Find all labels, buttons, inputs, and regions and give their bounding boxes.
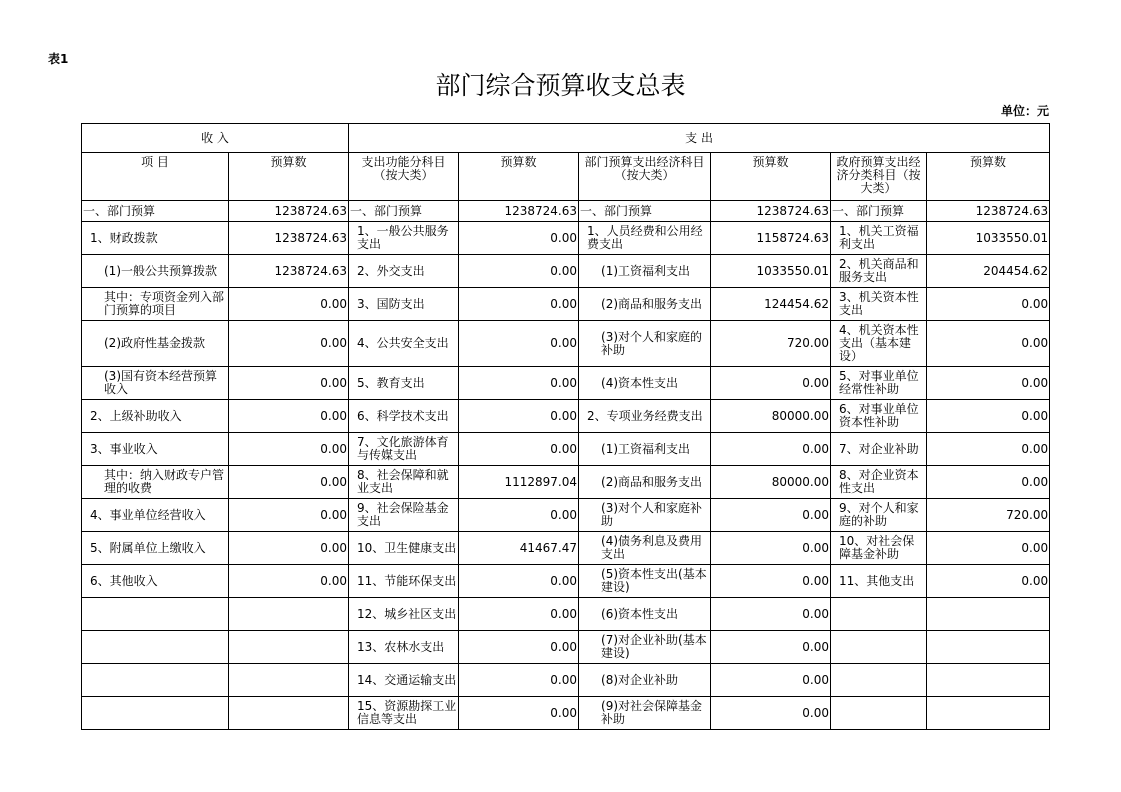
table-row [82, 433, 1050, 466]
function-amount-cell: 0.00 [459, 222, 579, 255]
economic-subject-cell: (3)对个人和家庭补助 [579, 499, 711, 532]
income-amount-cell: 0.00 [229, 499, 349, 532]
function-amount-cell: 41467.47 [459, 532, 579, 565]
gov-economic-subject-cell: 5、对事业单位经常性补助 [831, 367, 927, 400]
function-subject-cell: 一、部门预算 [349, 201, 459, 222]
income-item-cell: 一、部门预算 [82, 201, 229, 222]
table-row [82, 466, 1050, 499]
gov-economic-amount-cell: 204454.62 [927, 255, 1050, 288]
gov-economic-amount-cell: 0.00 [927, 400, 1050, 433]
income-amount-cell [229, 598, 349, 631]
gov-economic-subject-cell: 9、对个人和家庭的补助 [831, 499, 927, 532]
gov-economic-amount-cell [927, 664, 1050, 697]
function-subject-header: 支出功能分科目（按大类） [349, 153, 459, 201]
income-amount-cell: 1238724.63 [229, 255, 349, 288]
economic-amount-cell: 80000.00 [711, 466, 831, 499]
income-item-cell: 2、上级补助收入 [82, 400, 229, 433]
gov-economic-subject-cell: 2、机关商品和服务支出 [831, 255, 927, 288]
economic-amount-cell: 0.00 [711, 565, 831, 598]
economic-amount-cell: 1033550.01 [711, 255, 831, 288]
economic-subject-cell: (2)商品和服务支出 [579, 288, 711, 321]
income-amount-cell: 1238724.63 [229, 201, 349, 222]
economic-subject-cell: 2、专项业务经费支出 [579, 400, 711, 433]
income-amount-cell: 0.00 [229, 288, 349, 321]
income-amount-cell [229, 664, 349, 697]
function-subject-cell: 9、社会保险基金支出 [349, 499, 459, 532]
income-item-cell: 其中：纳入财政专户管理的收费 [82, 466, 229, 499]
function-amount-cell: 0.00 [459, 598, 579, 631]
economic-amount-cell: 0.00 [711, 631, 831, 664]
function-amount-cell: 0.00 [459, 565, 579, 598]
function-subject-cell: 1、一般公共服务支出 [349, 222, 459, 255]
function-amount-cell: 0.00 [459, 664, 579, 697]
table-row [82, 288, 1050, 321]
gov-economic-subject-cell [831, 631, 927, 664]
economic-subject-header: 部门预算支出经济科目（按大类） [579, 153, 711, 201]
income-item-cell: (2)政府性基金拨款 [82, 321, 229, 367]
function-subject-cell: 8、社会保障和就业支出 [349, 466, 459, 499]
gov-economic-subject-cell [831, 664, 927, 697]
income-amount-cell [229, 697, 349, 730]
gov-economic-amount-cell: 0.00 [927, 565, 1050, 598]
economic-amount-cell: 80000.00 [711, 400, 831, 433]
function-subject-cell: 13、农林水支出 [349, 631, 459, 664]
function-amount-header: 预算数 [459, 153, 579, 201]
economic-amount-cell: 720.00 [711, 321, 831, 367]
income-amount-cell: 0.00 [229, 321, 349, 367]
income-item-cell: (3)国有资本经营预算收入 [82, 367, 229, 400]
income-group-header: 收 入 [82, 124, 349, 153]
gov-economic-amount-cell: 0.00 [927, 532, 1050, 565]
function-amount-cell: 0.00 [459, 499, 579, 532]
gov-economic-subject-cell: 10、对社会保障基金补助 [831, 532, 927, 565]
function-subject-cell: 4、公共安全支出 [349, 321, 459, 367]
gov-economic-amount-cell: 0.00 [927, 466, 1050, 499]
function-amount-cell: 0.00 [459, 433, 579, 466]
income-amount-cell: 0.00 [229, 532, 349, 565]
table-row [82, 664, 1050, 697]
income-amount-cell: 0.00 [229, 400, 349, 433]
gov-economic-subject-cell: 一、部门预算 [831, 201, 927, 222]
item-header: 项 目 [82, 153, 229, 201]
gov-economic-subject-cell: 4、机关资本性支出（基本建设） [831, 321, 927, 367]
table-row [82, 222, 1050, 255]
gov-economic-amount-cell: 0.00 [927, 288, 1050, 321]
income-amount-cell: 0.00 [229, 367, 349, 400]
income-item-cell: 3、事业收入 [82, 433, 229, 466]
gov-economic-amount-header: 预算数 [927, 153, 1050, 201]
function-amount-cell: 0.00 [459, 400, 579, 433]
gov-economic-subject-cell: 6、对事业单位资本性补助 [831, 400, 927, 433]
economic-subject-cell: 一、部门预算 [579, 201, 711, 222]
economic-amount-cell: 0.00 [711, 433, 831, 466]
function-amount-cell: 0.00 [459, 697, 579, 730]
economic-subject-cell: (8)对企业补助 [579, 664, 711, 697]
function-subject-cell: 6、科学技术支出 [349, 400, 459, 433]
budget-summary-table [81, 123, 1050, 730]
economic-amount-cell: 0.00 [711, 367, 831, 400]
economic-subject-cell: (7)对企业补助(基本建设) [579, 631, 711, 664]
economic-amount-cell: 1238724.63 [711, 201, 831, 222]
economic-amount-cell: 0.00 [711, 598, 831, 631]
economic-amount-cell: 0.00 [711, 499, 831, 532]
table-row [82, 255, 1050, 288]
function-amount-cell: 0.00 [459, 631, 579, 664]
gov-economic-amount-cell [927, 631, 1050, 664]
economic-subject-cell: (3)对个人和家庭的补助 [579, 321, 711, 367]
economic-subject-cell: (4)资本性支出 [579, 367, 711, 400]
function-subject-cell: 14、交通运输支出 [349, 664, 459, 697]
income-amount-cell: 0.00 [229, 565, 349, 598]
expense-group-header: 支 出 [349, 124, 1050, 153]
economic-amount-cell: 0.00 [711, 697, 831, 730]
economic-subject-cell: 1、人员经费和公用经费支出 [579, 222, 711, 255]
gov-economic-amount-cell: 720.00 [927, 499, 1050, 532]
gov-economic-subject-cell: 8、对企业资本性支出 [831, 466, 927, 499]
table-row [82, 631, 1050, 664]
gov-economic-subject-header: 政府预算支出经济分类科目（按大类） [831, 153, 927, 201]
table-row [82, 565, 1050, 598]
function-amount-cell: 0.00 [459, 288, 579, 321]
economic-amount-cell: 0.00 [711, 532, 831, 565]
gov-economic-amount-cell [927, 598, 1050, 631]
gov-economic-amount-cell: 1238724.63 [927, 201, 1050, 222]
table-row [82, 400, 1050, 433]
table-row [82, 598, 1050, 631]
gov-economic-subject-cell [831, 697, 927, 730]
table-row [82, 201, 1050, 222]
income-item-cell: 4、事业单位经营收入 [82, 499, 229, 532]
function-subject-cell: 5、教育支出 [349, 367, 459, 400]
economic-amount-cell: 0.00 [711, 664, 831, 697]
economic-amount-header: 预算数 [711, 153, 831, 201]
table-row [82, 499, 1050, 532]
gov-economic-subject-cell: 11、其他支出 [831, 565, 927, 598]
economic-subject-cell: (6)资本性支出 [579, 598, 711, 631]
income-item-cell: 5、附属单位上缴收入 [82, 532, 229, 565]
table-row [82, 697, 1050, 730]
function-amount-cell: 1112897.04 [459, 466, 579, 499]
gov-economic-amount-cell [927, 697, 1050, 730]
table-row [82, 532, 1050, 565]
page-title: 部门综合预算收支总表 [435, 71, 686, 100]
gov-economic-amount-cell: 1033550.01 [927, 222, 1050, 255]
gov-economic-subject-cell: 3、机关资本性支出 [831, 288, 927, 321]
income-item-cell [82, 631, 229, 664]
income-amount-header: 预算数 [229, 153, 349, 201]
function-subject-cell: 7、文化旅游体育与传媒支出 [349, 433, 459, 466]
function-subject-cell: 2、外交支出 [349, 255, 459, 288]
economic-amount-cell: 124454.62 [711, 288, 831, 321]
income-item-cell: 1、财政拨款 [82, 222, 229, 255]
economic-subject-cell: (2)商品和服务支出 [579, 466, 711, 499]
economic-subject-cell: (4)债务利息及费用支出 [579, 532, 711, 565]
table-label: 表1 [48, 52, 69, 66]
gov-economic-subject-cell: 1、机关工资福利支出 [831, 222, 927, 255]
function-subject-cell: 11、节能环保支出 [349, 565, 459, 598]
income-item-cell: 其中：专项资金列入部门预算的项目 [82, 288, 229, 321]
economic-amount-cell: 1158724.63 [711, 222, 831, 255]
function-subject-cell: 3、国防支出 [349, 288, 459, 321]
economic-subject-cell: (1)工资福利支出 [579, 255, 711, 288]
gov-economic-amount-cell: 0.00 [927, 367, 1050, 400]
gov-economic-amount-cell: 0.00 [927, 433, 1050, 466]
income-item-cell: (1)一般公共预算拨款 [82, 255, 229, 288]
income-amount-cell: 1238724.63 [229, 222, 349, 255]
income-item-cell [82, 664, 229, 697]
income-item-cell [82, 697, 229, 730]
gov-economic-subject-cell: 7、对企业补助 [831, 433, 927, 466]
income-amount-cell: 0.00 [229, 466, 349, 499]
income-amount-cell: 0.00 [229, 433, 349, 466]
table-row [82, 367, 1050, 400]
function-amount-cell: 0.00 [459, 255, 579, 288]
gov-economic-amount-cell: 0.00 [927, 321, 1050, 367]
economic-subject-cell: (1)工资福利支出 [579, 433, 711, 466]
income-amount-cell [229, 631, 349, 664]
unit-label: 单位：元 [1000, 104, 1049, 118]
economic-subject-cell: (5)资本性支出(基本建设) [579, 565, 711, 598]
income-item-cell [82, 598, 229, 631]
function-amount-cell: 1238724.63 [459, 201, 579, 222]
function-subject-cell: 15、资源勘探工业信息等支出 [349, 697, 459, 730]
gov-economic-subject-cell [831, 598, 927, 631]
function-amount-cell: 0.00 [459, 321, 579, 367]
function-subject-cell: 10、卫生健康支出 [349, 532, 459, 565]
economic-subject-cell: (9)对社会保障基金补助 [579, 697, 711, 730]
function-subject-cell: 12、城乡社区支出 [349, 598, 459, 631]
table-row [82, 321, 1050, 367]
function-amount-cell: 0.00 [459, 367, 579, 400]
income-item-cell: 6、其他收入 [82, 565, 229, 598]
